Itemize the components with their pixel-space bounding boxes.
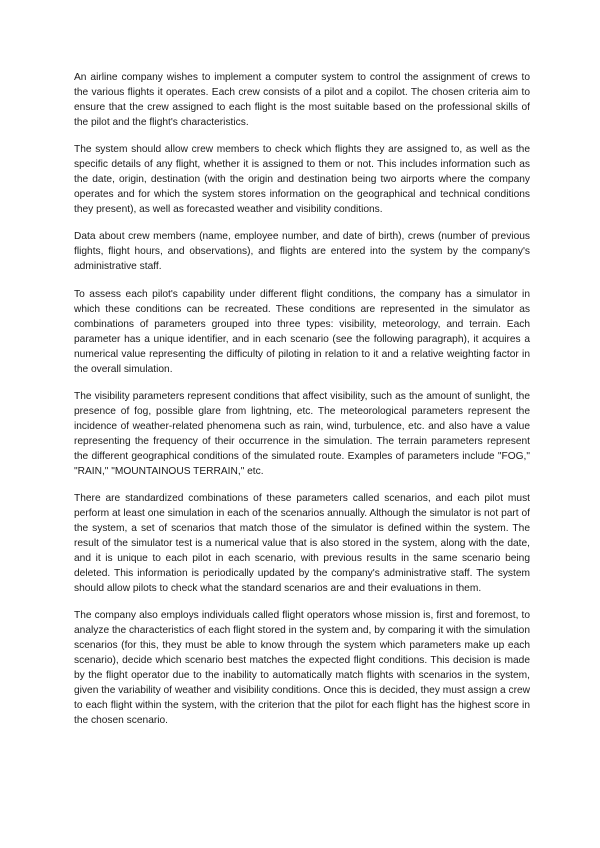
- paragraph-2: The system should allow crew members to check which flights they are assigned to, as well as the specific details of any flight, whether it is assigned to them or not. This includes information such as the date, origin, destination (with the origin and destination being two airports where the company operates and for which the system stores information on the geographical and technical conditions they present), as well as forecasted weather and visibility conditions.: [74, 144, 530, 215]
- document-page: [74, 70, 530, 740]
- paragraph-4: To assess each pilot's capability under different flight conditions, the company has a simulator in which these conditions can be recreated. These conditions are represented in the simulator as combinations of parameters grouped into three types: visibility, meteorology, and terrain. Each parameter has a unique identifier, and in each scenario (see the following paragraph), it acquires a numerical value representing the difficulty of piloting in relation to it and a relative weighting factor in the overall simulation.: [74, 289, 530, 375]
- paragraph-5: The visibility parameters represent conditions that affect visibility, such as the amount of sunlight, the presence of fog, possible glare from lightning, etc. The meteorological parameters represent the incidence of weather-related phenomena such as rain, wind, turbulence, etc. and also have a value representing the frequency of their occurrence in the simulation. The terrain parameters represent the different geographical conditions of the simulated route. Examples of parameters include "FOG," "RAIN," "MOUNTAINOUS TERRAIN," etc.: [74, 391, 530, 477]
- paragraph-3: Data about crew members (name, employee number, and date of birth), crews (number of previous flights, flight hours, and observations), and flights are entered into the system by the company's administrative staff.: [74, 231, 530, 272]
- paragraph-1: An airline company wishes to implement a computer system to control the assignment of crews to the various flights it operates. Each crew consists of a pilot and a copilot. The chosen criteria aim to ensure that the crew assigned to each flight is the most suitable based on the professional skills of the pilot and the flight's characteristics.: [74, 72, 530, 128]
- paragraph-6: There are standardized combinations of these parameters called scenarios, and each pilot must perform at least one simulation in each of the scenarios annually. Although the simulator is not part of the system, a set of scenarios that match those of the simulator is defined within the system. The result of the simulator test is a numerical value that is also stored in the system, along with the date, and it is unique to each pilot in each scenario, with previous results in the same scenario being deleted. This information is periodically updated by the company's administrative staff. The system should allow pilots to check what the standard scenarios are and their evaluations in them.: [74, 493, 530, 594]
- paragraph-7: The company also employs individuals called flight operators whose mission is, first and foremost, to analyze the characteristics of each flight stored in the system and, by comparing it with the simulation scenarios (for this, they must be able to know through the system which parameters make up each scenario), decide which scenario best matches the expected flight conditions. This decision is made by the flight operator due to the inability to automatically match flights with scenarios in the system, given the variability of weather and visibility conditions. Once this is decided, they must assign a crew to each flight within the system, with the criterion that the pilot for each flight has the highest score in the chosen scenario.: [74, 610, 530, 726]
